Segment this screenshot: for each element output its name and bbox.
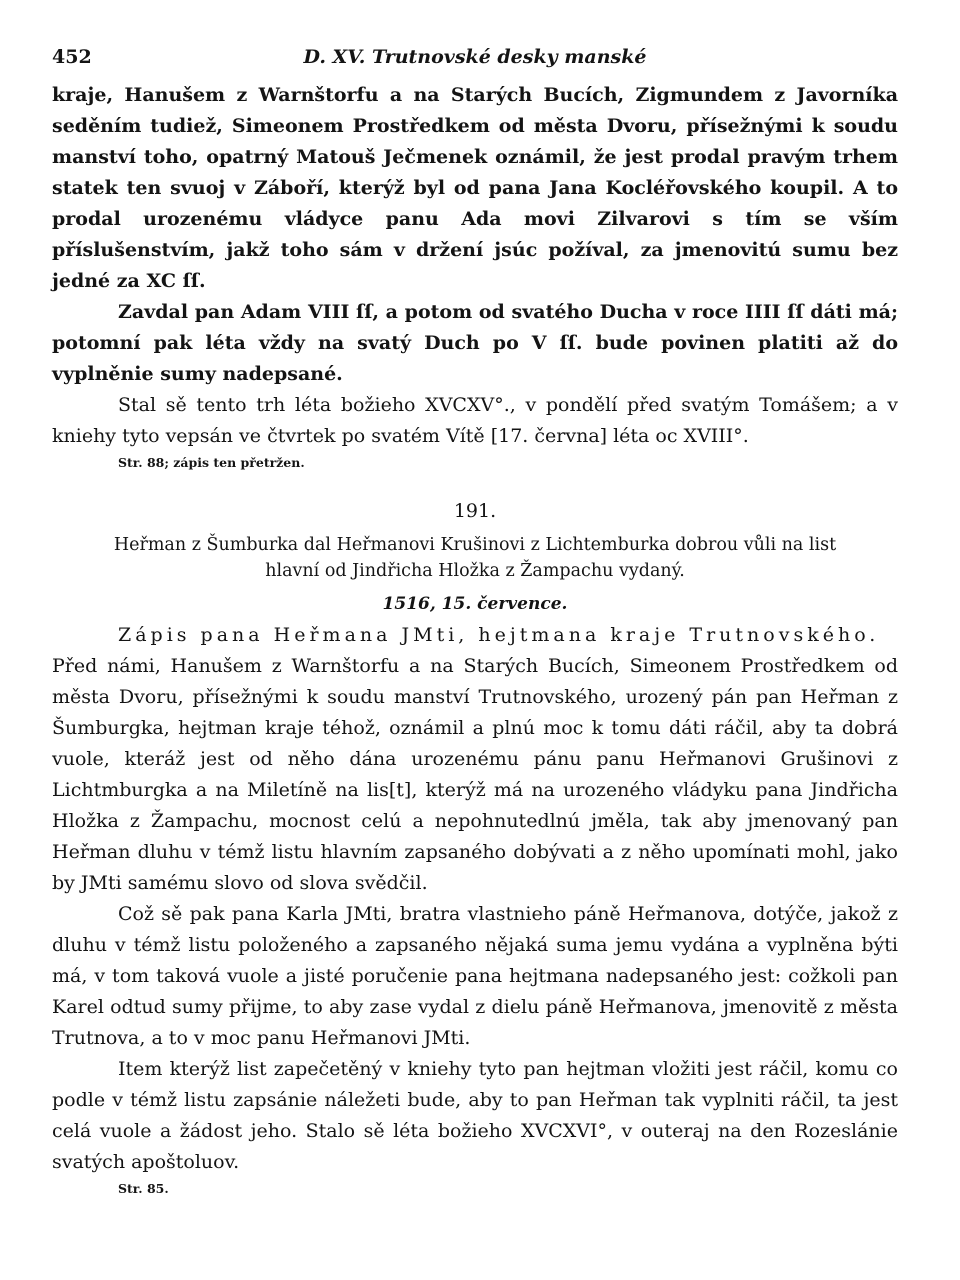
source-note: Str. 88; zápis ten přetržen. <box>118 455 305 470</box>
entry-title-line: Zápis pana Heřmana JMti, hejtmana kraje Trutnovského. <box>118 624 880 646</box>
previous-entry-paragraph: Stal sě tento trh léta božieho XVCXV°., v pondělí před svatým Tomášem; a v kniehy tyto vepsán ve čtvrtek po svatém Vítě [17. června] léta oc XVIII°. <box>52 394 898 447</box>
source-note: Str. 85. <box>118 1181 169 1196</box>
running-title: D. XV. Trutnovské desky manské <box>303 46 647 68</box>
page-number: 452 <box>52 46 92 68</box>
entry-191 <box>52 496 898 1200</box>
entry-paragraph: Před námi, Hanušem z Warnštorfu a na Starých Bucích, Simeonem Prostředkem od města Dvoru, přísežnými k soudu manství Trutnovského, urozený pán pan Heřman z Šumburgka, hejtman kraje téhož, oznámil a plnú moc k tomu dáti ráčil, aby ta dobrá vuole, kteráž jest od něho dána urozenému pánu panu Heřmanovi Grušinovi z Lichtmburgka a na Miletíně na lis[t], kterýž má na urozeného vládyku pana Jindřicha Hložka z Žampachu, mocnost celú a nepohnutedlnú jměla, tak aby jmenovaný pan Heřman dluhu v témž listu hlavním zapsaného dobývati a z něho upomínati mohl, jako by JMti samému slovo od slova svědčil. <box>52 655 898 894</box>
document-page <box>52 40 898 1200</box>
entry-number: 191. <box>453 500 497 522</box>
previous-entry-paragraph: kraje, Hanušem z Warnštorfu a na Starých Bucích, Zigmundem z Javorníka seděním tudiež, Simeonem Prostředkem od města Dvoru, přísežnými k soudu manství toho, opatrný Matouš Ječmenek oznámil, že jest prodal pravým trhem statek ten svuoj v Záboří, kterýž byl od pana Jana Kocléřovského koupil. A to prodal urozenému vládyce panu Ada movi Zilvarovi s tím se vším příslušenstvím, jakž toho sám v držení jsúc požíval, za jmenovitú sumu bez jedné za XC ſſ. <box>52 84 898 292</box>
entry-regest: Heřman z Šumburka dal Heřmanovi Krušinovi z Lichtemburka dobrou vůli na list hlavní od Jindřicha Hložka z Žampachu vydaný. <box>113 535 837 581</box>
entry-paragraph: Item kterýž list zapečetěný v kniehy tyto pan hejtman vložiti jest ráčil, komu co podle v témž listu zapsánie náležeti bude, aby to pan Heřman tak vyplniti ráčil, ta jest celá vuole a žádost jeho. Stalo sě léta božieho XVCXVI°, v outeraj na den Rozeslánie svatých apoštoluov. <box>52 1058 898 1173</box>
entry-paragraph: Což sě pak pana Karla JMti, bratra vlastnieho páně Heřmanova, dotýče, jakož z dluhu v témž listu položeného a zapsaného nějaká suma jemu vydána a vyplněna býti má, v tom taková vuole a jisté poručenie pana hejtmana nadepsaného jest: cožkoli pan Karel odtud sumy přijme, to aby zase vydal z dielu páně Heřmanova, jmenovitě z města Trutnova, a to v moc panu Heřmanovi JMti. <box>52 903 898 1049</box>
entry-date: 1516, 15. července. <box>382 594 568 614</box>
previous-entry-paragraph: Zavdal pan Adam VIII ſſ, a potom od svatého Ducha v roce IIII ſſ dáti má; potomní pak léta vždy na svatý Duch po V ſſ. bude povinen platiti až do vyplněnie sumy nadepsané. <box>52 301 898 385</box>
previous-entry <box>52 80 898 474</box>
page-header <box>52 40 898 80</box>
